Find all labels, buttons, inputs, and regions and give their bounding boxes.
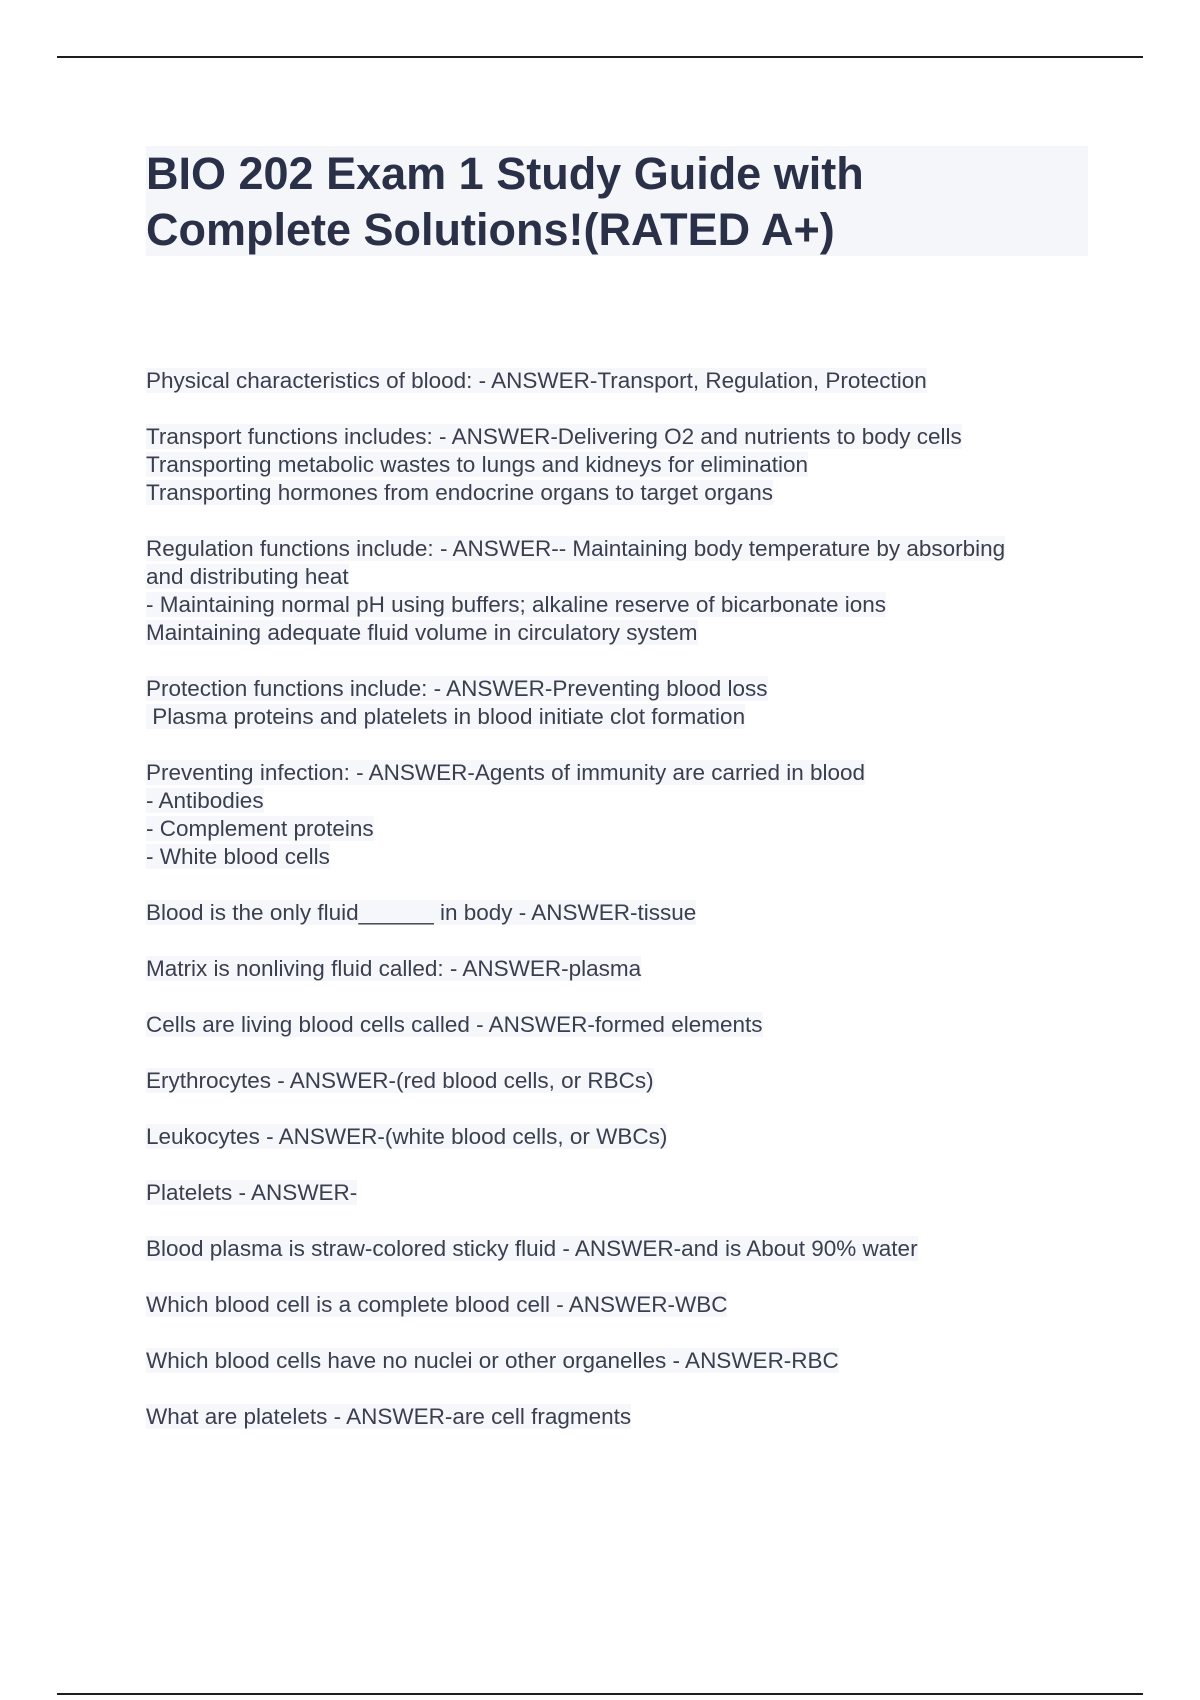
- qa-item: [146, 1067, 1106, 1095]
- qa-item: [146, 759, 1106, 871]
- header-rule: [57, 56, 1143, 58]
- qa-line: and distributing heat: [146, 564, 349, 589]
- qa-item: [146, 1179, 1106, 1207]
- qa-line: Erythrocytes - ANSWER-(red blood cells, or RBCs): [146, 1068, 654, 1093]
- qa-line: Blood is the only fluid______ in body - ANSWER-tissue: [146, 900, 697, 925]
- qa-line: - Antibodies: [146, 788, 264, 813]
- qa-item: [146, 1123, 1106, 1151]
- qa-line: Transporting metabolic wastes to lungs and kidneys for elimination: [146, 452, 809, 477]
- qa-line: Physical characteristics of blood: - ANSWER-Transport, Regulation, Protection: [146, 368, 927, 393]
- footer-rule: [57, 1693, 1143, 1695]
- qa-line: Transport functions includes: - ANSWER-Delivering O2 and nutrients to body cells: [146, 424, 962, 449]
- qa-line: Preventing infection: - ANSWER-Agents of immunity are carried in blood: [146, 760, 866, 785]
- qa-list: [146, 367, 1106, 1459]
- qa-line: Blood plasma is straw-colored sticky fluid - ANSWER-and is About 90% water: [146, 1236, 918, 1261]
- qa-line: - White blood cells: [146, 844, 330, 869]
- qa-item: [146, 955, 1106, 983]
- qa-item: [146, 1235, 1106, 1263]
- qa-item: [146, 1347, 1106, 1375]
- qa-line: Cells are living blood cells called - ANSWER-formed elements: [146, 1012, 763, 1037]
- qa-line: Which blood cells have no nuclei or other organelles - ANSWER-RBC: [146, 1348, 839, 1373]
- qa-line: Matrix is nonliving fluid called: - ANSWER-plasma: [146, 956, 642, 981]
- title-line-1: BIO 202 Exam 1 Study Guide with: [146, 148, 864, 199]
- title-line-2: Complete Solutions!(RATED A+): [146, 204, 835, 255]
- qa-line: Protection functions include: - ANSWER-Preventing blood loss: [146, 676, 768, 701]
- qa-item: [146, 899, 1106, 927]
- qa-line: Plasma proteins and platelets in blood initiate clot formation: [146, 704, 746, 729]
- qa-line: - Complement proteins: [146, 816, 374, 841]
- qa-line: Transporting hormones from endocrine organs to target organs: [146, 480, 774, 505]
- qa-line: - Maintaining normal pH using buffers; alkaline reserve of bicarbonate ions: [146, 592, 886, 617]
- qa-item: [146, 367, 1106, 395]
- qa-item: [146, 1011, 1106, 1039]
- document-title: [146, 146, 1088, 258]
- qa-line: Maintaining adequate fluid volume in circulatory system: [146, 620, 698, 645]
- qa-item: [146, 675, 1106, 731]
- title-block: [146, 146, 1088, 256]
- qa-line: Platelets - ANSWER-: [146, 1180, 358, 1205]
- qa-item: [146, 1291, 1106, 1319]
- qa-line: What are platelets - ANSWER-are cell fragments: [146, 1404, 632, 1429]
- qa-item: [146, 535, 1106, 647]
- qa-line: Which blood cell is a complete blood cell - ANSWER-WBC: [146, 1292, 728, 1317]
- qa-item: [146, 1403, 1106, 1431]
- qa-line: Leukocytes - ANSWER-(white blood cells, or WBCs): [146, 1124, 668, 1149]
- qa-line: Regulation functions include: - ANSWER-- Maintaining body temperature by absorbing: [146, 536, 1006, 561]
- qa-item: [146, 423, 1106, 507]
